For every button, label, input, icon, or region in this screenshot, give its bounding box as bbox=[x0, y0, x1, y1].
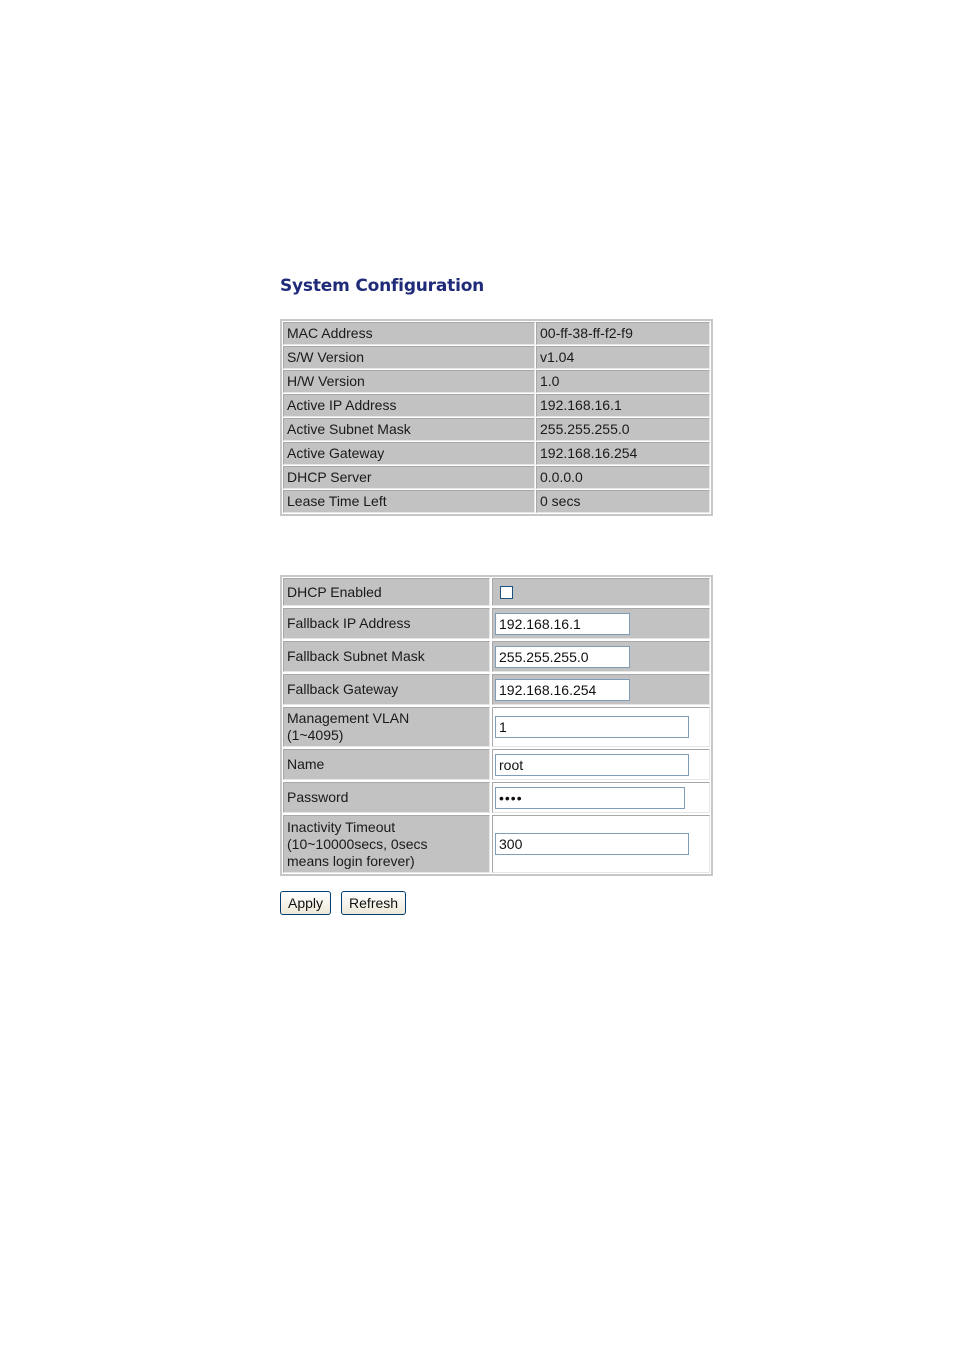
info-value: 00-ff-38-ff-f2-f9 bbox=[536, 322, 710, 345]
info-value: 0 secs bbox=[536, 490, 710, 513]
fallback-ip-label bbox=[283, 608, 490, 639]
name-label bbox=[283, 749, 490, 780]
fallback-gateway-label bbox=[283, 674, 490, 705]
info-row-active-subnet-mask bbox=[283, 418, 710, 441]
fallback-ip-input[interactable] bbox=[495, 613, 630, 635]
fallback-mask-input[interactable] bbox=[495, 646, 630, 668]
fallback-ip-cell bbox=[492, 608, 710, 639]
config-row-fallback-ip bbox=[283, 608, 710, 639]
info-value: 255.255.255.0 bbox=[536, 418, 710, 441]
management-vlan-cell bbox=[492, 707, 710, 747]
password-cell bbox=[492, 782, 710, 813]
info-row-active-ip bbox=[283, 394, 710, 417]
management-vlan-label-text: Management VLAN (1~4095) bbox=[287, 710, 410, 743]
info-value: 0.0.0.0 bbox=[536, 466, 710, 489]
system-info-table bbox=[280, 319, 713, 516]
info-row-active-gateway bbox=[283, 442, 710, 465]
dhcp-enabled-cell bbox=[492, 578, 710, 606]
info-value: v1.04 bbox=[536, 346, 710, 369]
info-value: 192.168.16.254 bbox=[536, 442, 710, 465]
inactivity-timeout-cell bbox=[492, 815, 710, 873]
name-input[interactable] bbox=[495, 754, 689, 776]
fallback-gateway-label-text: Fallback Gateway bbox=[287, 681, 399, 697]
page-title: System Configuration bbox=[280, 276, 485, 296]
info-row-hw-version bbox=[283, 370, 710, 393]
info-value: 192.168.16.1 bbox=[536, 394, 710, 417]
config-row-inactivity-timeout bbox=[283, 815, 710, 873]
fallback-ip-label-text: Fallback IP Address bbox=[287, 615, 411, 631]
inactivity-timeout-label bbox=[283, 815, 490, 873]
fallback-mask-cell bbox=[492, 641, 710, 672]
info-label: S/W Version bbox=[283, 346, 535, 369]
dhcp-enabled-label bbox=[283, 578, 490, 606]
info-row-mac-address bbox=[283, 322, 710, 345]
form-buttons bbox=[280, 891, 406, 915]
password-input[interactable] bbox=[495, 787, 685, 809]
config-row-dhcp-enabled bbox=[283, 578, 710, 606]
info-row-dhcp-server bbox=[283, 466, 710, 489]
info-label: H/W Version bbox=[283, 370, 535, 393]
config-row-password bbox=[283, 782, 710, 813]
info-row-sw-version bbox=[283, 346, 710, 369]
dhcp-enabled-label-text: DHCP Enabled bbox=[287, 583, 382, 600]
fallback-mask-label-text: Fallback Subnet Mask bbox=[287, 648, 425, 664]
config-row-management-vlan bbox=[283, 707, 710, 747]
password-label-text: Password bbox=[287, 789, 349, 805]
apply-button[interactable]: Apply bbox=[280, 891, 331, 915]
inactivity-timeout-label-text: Inactivity Timeout (10~10000secs, 0secs means login forever) bbox=[287, 818, 428, 869]
info-value: 1.0 bbox=[536, 370, 710, 393]
dhcp-enabled-checkbox[interactable] bbox=[500, 586, 513, 599]
info-label: MAC Address bbox=[283, 322, 535, 345]
fallback-mask-label bbox=[283, 641, 490, 672]
config-row-fallback-gateway bbox=[283, 674, 710, 705]
management-vlan-input[interactable] bbox=[495, 716, 689, 738]
inactivity-timeout-input[interactable] bbox=[495, 833, 689, 855]
info-row-lease-time-left bbox=[283, 490, 710, 513]
info-label: DHCP Server bbox=[283, 466, 535, 489]
management-vlan-label bbox=[283, 707, 490, 747]
fallback-gateway-input[interactable] bbox=[495, 679, 630, 701]
info-label: Active Subnet Mask bbox=[283, 418, 535, 441]
config-row-fallback-mask bbox=[283, 641, 710, 672]
name-label-text: Name bbox=[287, 756, 325, 772]
refresh-button[interactable]: Refresh bbox=[341, 891, 406, 915]
info-label: Active Gateway bbox=[283, 442, 535, 465]
config-row-name bbox=[283, 749, 710, 780]
name-cell bbox=[492, 749, 710, 780]
password-label bbox=[283, 782, 490, 813]
fallback-gateway-cell bbox=[492, 674, 710, 705]
config-form bbox=[280, 575, 713, 876]
info-label: Lease Time Left bbox=[283, 490, 535, 513]
info-label: Active IP Address bbox=[283, 394, 535, 417]
